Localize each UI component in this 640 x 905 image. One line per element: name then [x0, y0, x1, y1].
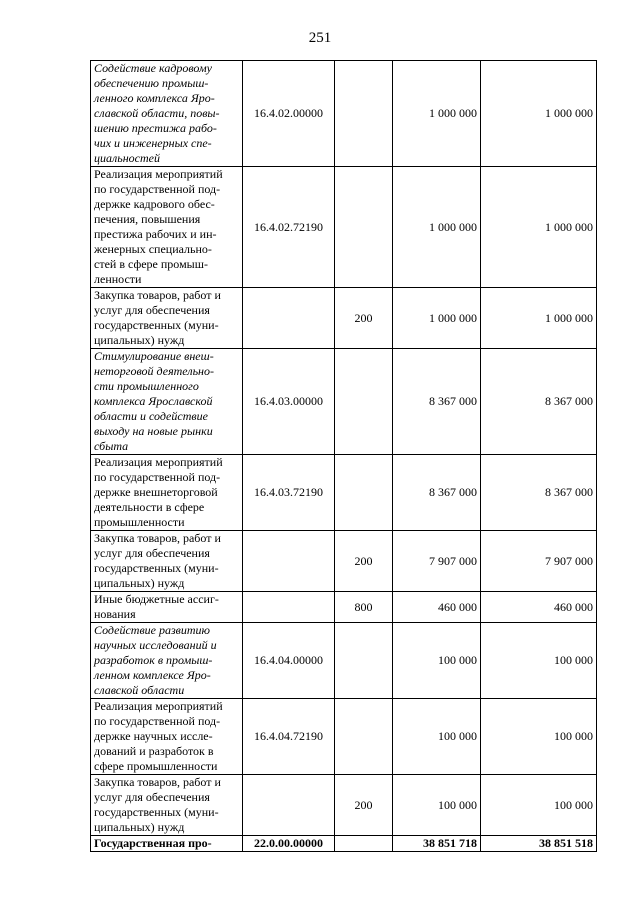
row-amount-1-cell: 7 907 000 — [393, 531, 481, 592]
row-code-cell: 16.4.04.00000 — [243, 623, 335, 699]
table-row — [91, 623, 597, 699]
row-amount-1-cell: 8 367 000 — [393, 349, 481, 455]
row-code-cell: 16.4.02.00000 — [243, 61, 335, 167]
table-row — [91, 699, 597, 775]
row-expense-type-cell: 200 — [335, 531, 393, 592]
row-code-cell — [243, 775, 335, 836]
row-amount-2-cell: 100 000 — [481, 699, 597, 775]
row-amount-2-cell: 100 000 — [481, 775, 597, 836]
table-row — [91, 288, 597, 349]
row-expense-type-cell — [335, 167, 393, 288]
row-amount-2-cell: 100 000 — [481, 623, 597, 699]
row-code-cell: 22.0.00.00000 — [243, 836, 335, 852]
row-amount-1-cell: 1 000 000 — [393, 167, 481, 288]
table-row — [91, 455, 597, 531]
budget-table-body — [91, 61, 597, 852]
row-name-cell: Закупка товаров, работ и услуг для обеспечения государственных (муни- ципальных) нужд — [91, 531, 243, 592]
row-expense-type-cell — [335, 455, 393, 531]
row-amount-1-cell: 100 000 — [393, 623, 481, 699]
row-code-cell — [243, 592, 335, 623]
row-code-cell: 16.4.03.00000 — [243, 349, 335, 455]
row-name-cell: Содействие кадровому обеспечению промыш- ленного комплекса Яро- славской области, повы- шению престижа рабо- чих и инженерных спе- циальностей — [91, 61, 243, 167]
row-expense-type-cell — [335, 836, 393, 852]
row-expense-type-cell: 800 — [335, 592, 393, 623]
row-name-cell: Реализация мероприятий по государственной под- держке внешнеторговой деятельности в сфере промышленности — [91, 455, 243, 531]
row-code-cell — [243, 531, 335, 592]
row-code-cell: 16.4.02.72190 — [243, 167, 335, 288]
table-row — [91, 61, 597, 167]
row-amount-2-cell: 7 907 000 — [481, 531, 597, 592]
row-code-cell — [243, 288, 335, 349]
budget-table — [90, 60, 597, 852]
table-row — [91, 775, 597, 836]
row-name-cell: Реализация мероприятий по государственной под- держке кадрового обес- печения, повышения престижа рабочих и ин- женерных специально- стей в сфере промыш- ленности — [91, 167, 243, 288]
row-amount-1-cell: 8 367 000 — [393, 455, 481, 531]
row-amount-1-cell: 1 000 000 — [393, 61, 481, 167]
row-amount-1-cell: 100 000 — [393, 775, 481, 836]
table-row — [91, 531, 597, 592]
row-amount-1-cell: 460 000 — [393, 592, 481, 623]
row-name-cell: Содействие развитию научных исследований и разработок в промыш- ленном комплексе Яро- славской области — [91, 623, 243, 699]
row-amount-2-cell: 8 367 000 — [481, 455, 597, 531]
row-name-cell: Стимулирование внеш- неторговой деятельно- сти промышленного комплекса Ярославской области и содействие выходу на новые рынки сбыта — [91, 349, 243, 455]
row-amount-2-cell: 460 000 — [481, 592, 597, 623]
row-name-cell: Закупка товаров, работ и услуг для обеспечения государственных (муни- ципальных) нужд — [91, 288, 243, 349]
row-expense-type-cell — [335, 61, 393, 167]
table-row — [91, 349, 597, 455]
row-name-cell: Закупка товаров, работ и услуг для обеспечения государственных (муни- ципальных) нужд — [91, 775, 243, 836]
row-amount-1-cell: 100 000 — [393, 699, 481, 775]
row-name-cell: Иные бюджетные ассиг- нования — [91, 592, 243, 623]
table-row — [91, 167, 597, 288]
row-amount-1-cell: 38 851 718 — [393, 836, 481, 852]
row-expense-type-cell: 200 — [335, 288, 393, 349]
row-expense-type-cell: 200 — [335, 775, 393, 836]
row-expense-type-cell — [335, 623, 393, 699]
row-amount-2-cell: 8 367 000 — [481, 349, 597, 455]
row-name-cell: Реализация мероприятий по государственной под- держке научных иссле- дований и разработок в сфере промышленности — [91, 699, 243, 775]
table-row — [91, 592, 597, 623]
row-expense-type-cell — [335, 699, 393, 775]
row-amount-2-cell: 38 851 518 — [481, 836, 597, 852]
row-name-cell: Государственная про- — [91, 836, 243, 852]
page-number: 251 — [308, 30, 332, 46]
row-code-cell: 16.4.04.72190 — [243, 699, 335, 775]
row-amount-1-cell: 1 000 000 — [393, 288, 481, 349]
row-amount-2-cell: 1 000 000 — [481, 288, 597, 349]
row-amount-2-cell: 1 000 000 — [481, 167, 597, 288]
row-expense-type-cell — [335, 349, 393, 455]
row-code-cell: 16.4.03.72190 — [243, 455, 335, 531]
row-amount-2-cell: 1 000 000 — [481, 61, 597, 167]
table-row — [91, 836, 597, 852]
